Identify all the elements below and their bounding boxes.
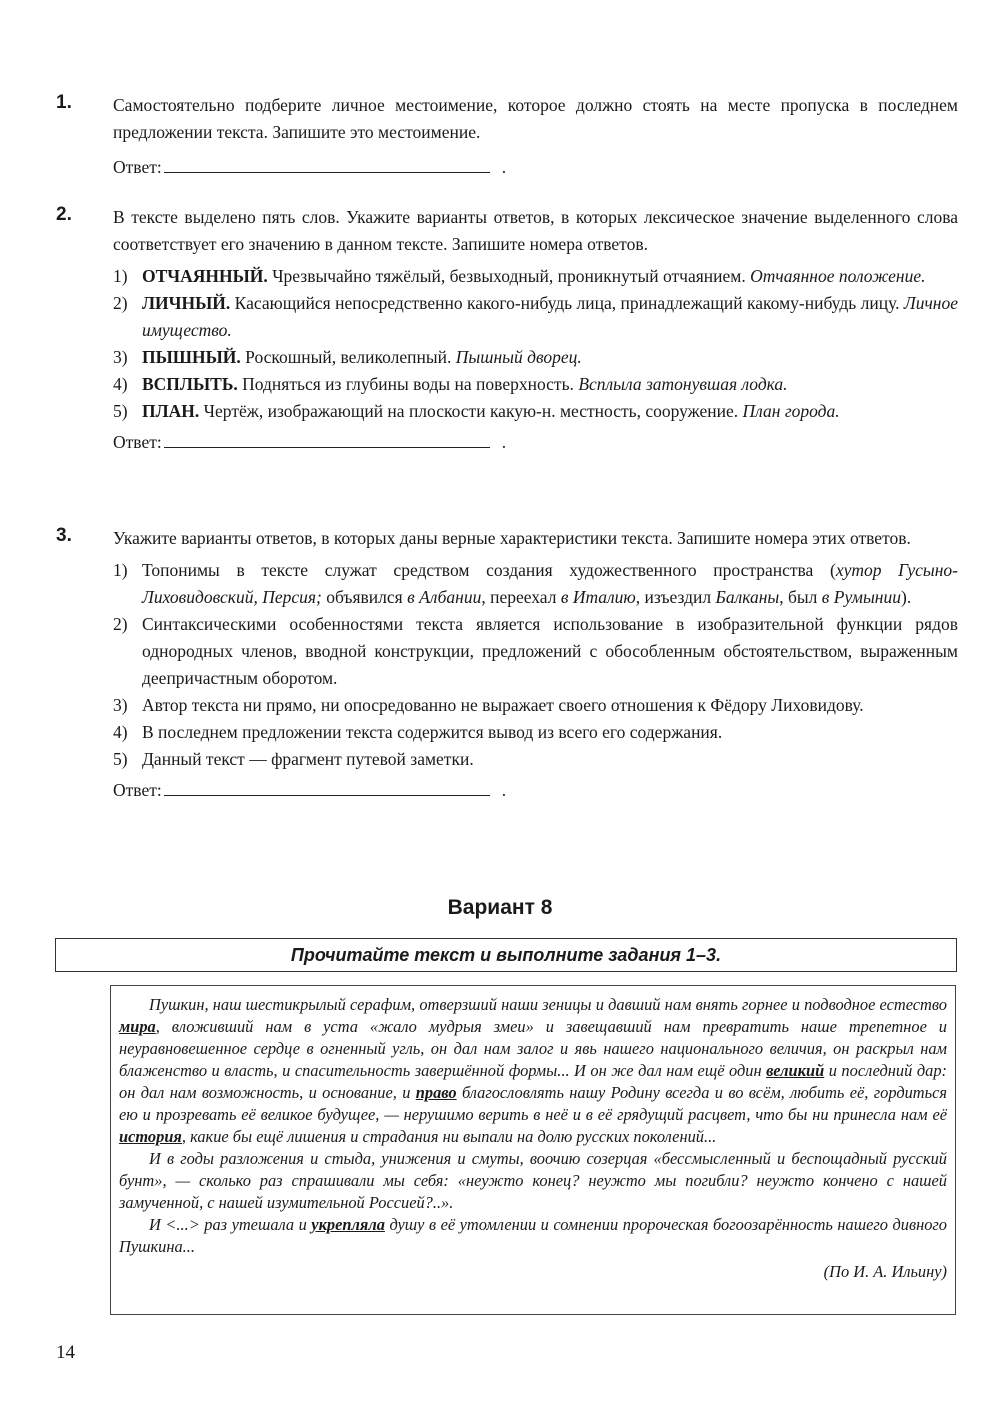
reading-paragraph-3: И <...> раз утешала и укрепляла душу в её утомлении и сомнении пророческая богоозарённость нашего дивного Пушкина... — [119, 1215, 947, 1256]
answer-label: Ответ: — [113, 157, 162, 177]
task-3-option-4: 4) В последнем предложении текста содержится вывод из всего его содержания. — [113, 722, 723, 742]
task-2-question: В тексте выделено пять слов. Укажите варианты ответов, в которых лексическое значение выделенного слова соответствует его значению в данном тексте. Запишите номера ответов. — [113, 207, 958, 254]
task-3-body — [113, 525, 958, 804]
task-2-option-3: 3) ПЫШНЫЙ. Роскошный, великолепный. Пышный дворец. — [113, 347, 582, 367]
highlighted-word: история — [119, 1127, 182, 1146]
task-2-answer — [113, 429, 958, 456]
highlighted-word: великий — [766, 1061, 825, 1080]
task-1-body — [113, 92, 958, 181]
text-source: (По И. А. Ильину) — [823, 1262, 947, 1281]
task-3-option-3: 3) Автор текста ни прямо, ни опосредованно не выражает своего отношения к Фёдору Лиховидову. — [113, 695, 864, 715]
highlighted-word: укрепляла — [311, 1215, 385, 1234]
page-number: 14 — [56, 1342, 75, 1363]
task-2-number: 2. — [56, 204, 72, 225]
answer-label: Ответ: — [113, 432, 162, 452]
task-2-options — [113, 263, 958, 425]
answer-dot: . — [501, 432, 507, 452]
task-2-option-2: 2) ЛИЧНЫЙ. Касающийся непосредственно какого-нибудь лица, принадлежащий какому-нибудь лицу. Личное имущество. — [113, 293, 958, 340]
variant-title: Вариант 8 — [447, 896, 553, 919]
task-3-number: 3. — [56, 525, 72, 546]
task-2-option-5: 5) ПЛАН. Чертёж, изображающий на плоскости какую-н. местность, сооружение. План города. — [113, 401, 840, 421]
task-3-options — [113, 557, 958, 773]
reading-paragraph-2: И в годы разложения и стыда, унижения и смуты, воочию созерцая «бессмысленный и беспощадный русский бунт», — сколько раз спрашивали мы себя: «неужто конец? неужто мы погибли? неужто кончено с нашей замученной, с нашей изумительной Россией?..». — [119, 1149, 947, 1212]
task-1-question: Самостоятельно подберите личное местоимение, которое должно стоять на месте пропуска в последнем предложении текста. Запишите это местоимение. — [113, 95, 958, 142]
answer-dot: . — [501, 780, 507, 800]
task-3-option-5: 5) Данный текст — фрагмент путевой заметки. — [113, 749, 474, 769]
task-3-question: Укажите варианты ответов, в которых даны верные характеристики текста. Запишите номера этих ответов. — [113, 528, 911, 548]
task-3-option-2: 2) Синтаксическими особенностями текста является использование в изобразительной функции рядов однородных членов, вводной конструкции, предложений с обособленным обстоятельством, выраженным деепричастным оборотом. — [113, 614, 958, 688]
task-1-answer — [113, 154, 958, 181]
answer-label: Ответ: — [113, 780, 162, 800]
highlighted-word: мира — [119, 1017, 156, 1036]
task-1-number: 1. — [56, 92, 72, 113]
answer-dot: . — [501, 157, 507, 177]
answer-line[interactable] — [164, 154, 490, 173]
reading-text-box — [110, 985, 956, 1315]
task-2-option-4: 4) ВСПЛЫТЬ. Подняться из глубины воды на поверхность. Всплыла затонувшая лодка. — [113, 374, 788, 394]
reading-paragraph-1: Пушкин, наш шестикрылый серафим, отверзший наши зеницы и давший нам внять горнее и подводное естество мира, вложивший нам в уста «жало мудрыя змеи» и завещавший нам превратить наше трепетное и неуравновешенное сердце в огненный угль, он дал нам залог и явь нашего национального величия, он раскрыл нам блаженство и власть, и спасительность завершённой формы... И он же дал нам ещё один великий и последний дар: он дал нам возможность, и основание, и право благословлять нашу Родину всегда и во всём, любить её, гордиться ею и прозревать её великое будущее, — нерушимо верить в неё и в её грядущий расцвет, что бы ни принесла нам её история, какие бы ещё лишения и страдания ни выпали на долю русских поколений... — [119, 995, 947, 1146]
answer-line[interactable] — [164, 777, 490, 796]
highlighted-word: право — [415, 1083, 457, 1102]
answer-line[interactable] — [164, 429, 490, 448]
task-3-option-1: 1) Топонимы в тексте служат средством создания художественного пространства (хутор Гусыно-Лиховидовский, Персия; объявился в Албании, переехал в Италию, изъездил Балканы, был в Румынии). — [113, 560, 958, 607]
task-3-answer — [113, 777, 958, 804]
task-2-body — [113, 204, 958, 456]
instruction-box: Прочитайте текст и выполните задания 1–3. — [55, 938, 957, 972]
task-2-option-1: 1) ОТЧАЯННЫЙ. Чрезвычайно тяжёлый, безвыходный, проникнутый отчаянием. Отчаянное положение. — [113, 266, 926, 286]
